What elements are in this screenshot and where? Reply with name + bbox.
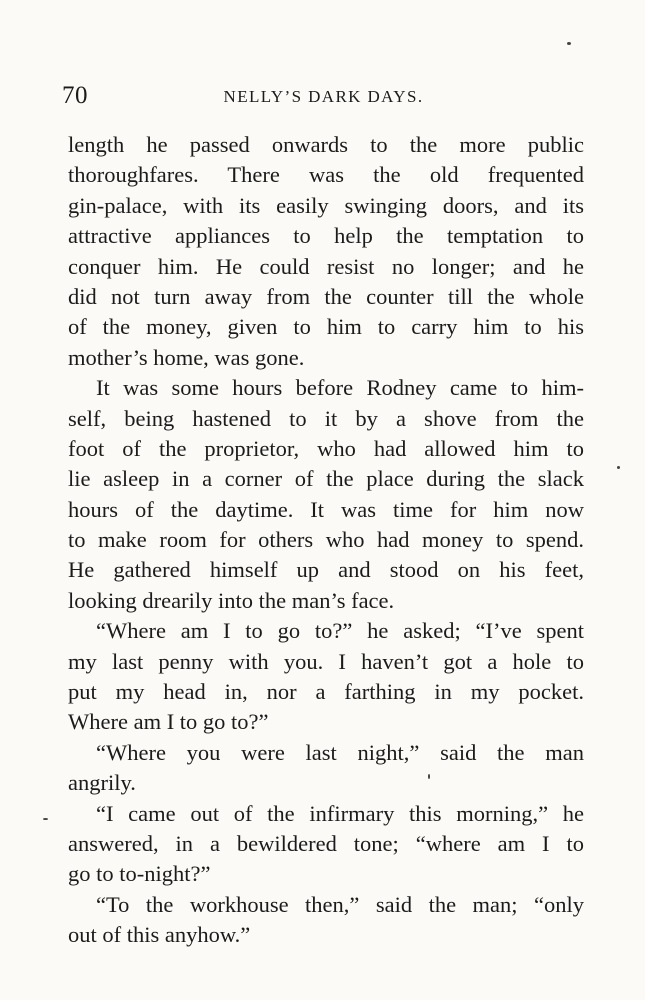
text-line: to make room for others who had money to spend. [68, 527, 584, 553]
paragraph [68, 373, 584, 616]
paragraph [68, 890, 584, 951]
page-header [62, 82, 585, 112]
text-line: out of this anyhow.” [68, 922, 251, 948]
text-line: go to to-night?” [68, 861, 211, 887]
text-line: “To the workhouse then,” said the man; “only [96, 891, 584, 917]
text-line: He gathered himself up and stood on his feet, [68, 557, 584, 583]
text-line: of the money, given to him to carry him to his [68, 314, 584, 340]
print-speck [617, 466, 620, 469]
text-line: put my head in, nor a farthing in my pocket. [68, 679, 584, 705]
paragraph [68, 799, 584, 890]
text-line: self, being hastened to it by a shove from the [68, 405, 584, 431]
text-line: hours of the daytime. It was time for him now [68, 496, 584, 522]
text-line: “Where am I to go to?” he asked; “I’ve spent [96, 618, 584, 644]
text-line: length he passed onwards to the more public [68, 132, 584, 157]
text-line: looking drearily into the man’s face. [68, 587, 395, 613]
print-speck [43, 818, 48, 820]
text-line: conquer him. He could resist no longer; and he [68, 253, 584, 279]
text-line: gin-palace, with its easily swinging doors, and its [68, 192, 584, 218]
print-speck [567, 42, 571, 45]
body-text [68, 130, 584, 951]
paragraph [68, 130, 584, 373]
text-line: lie asleep in a corner of the place during the slack [68, 466, 584, 492]
text-line: Where am I to go to?” [68, 709, 269, 735]
text-line: did not turn away from the counter till the whole [68, 283, 584, 309]
text-line: answered, in a bewildered tone; “where am I to [68, 830, 584, 856]
page-number: 70 [62, 82, 88, 109]
text-line: “Where you were last night,” said the man [96, 739, 584, 765]
text-line: foot of the proprietor, who had allowed him to [68, 435, 584, 461]
text-line: mother’s home, was gone. [68, 344, 305, 370]
running-title: NELLY’S DARK DAYS. [223, 87, 424, 106]
text-line: angrily. [68, 770, 136, 796]
paragraph [68, 738, 584, 799]
text-line: my last penny with you. I haven’t got a hole to [68, 648, 584, 674]
text-line: thoroughfares. There was the old frequented [68, 162, 584, 188]
text-line: “I came out of the infirmary this morning,” he [96, 800, 584, 826]
text-line: It was some hours before Rodney came to him- [96, 375, 584, 401]
text-line: attractive appliances to help the temptation to [68, 223, 584, 249]
print-speck [428, 774, 430, 779]
paragraph [68, 616, 584, 738]
